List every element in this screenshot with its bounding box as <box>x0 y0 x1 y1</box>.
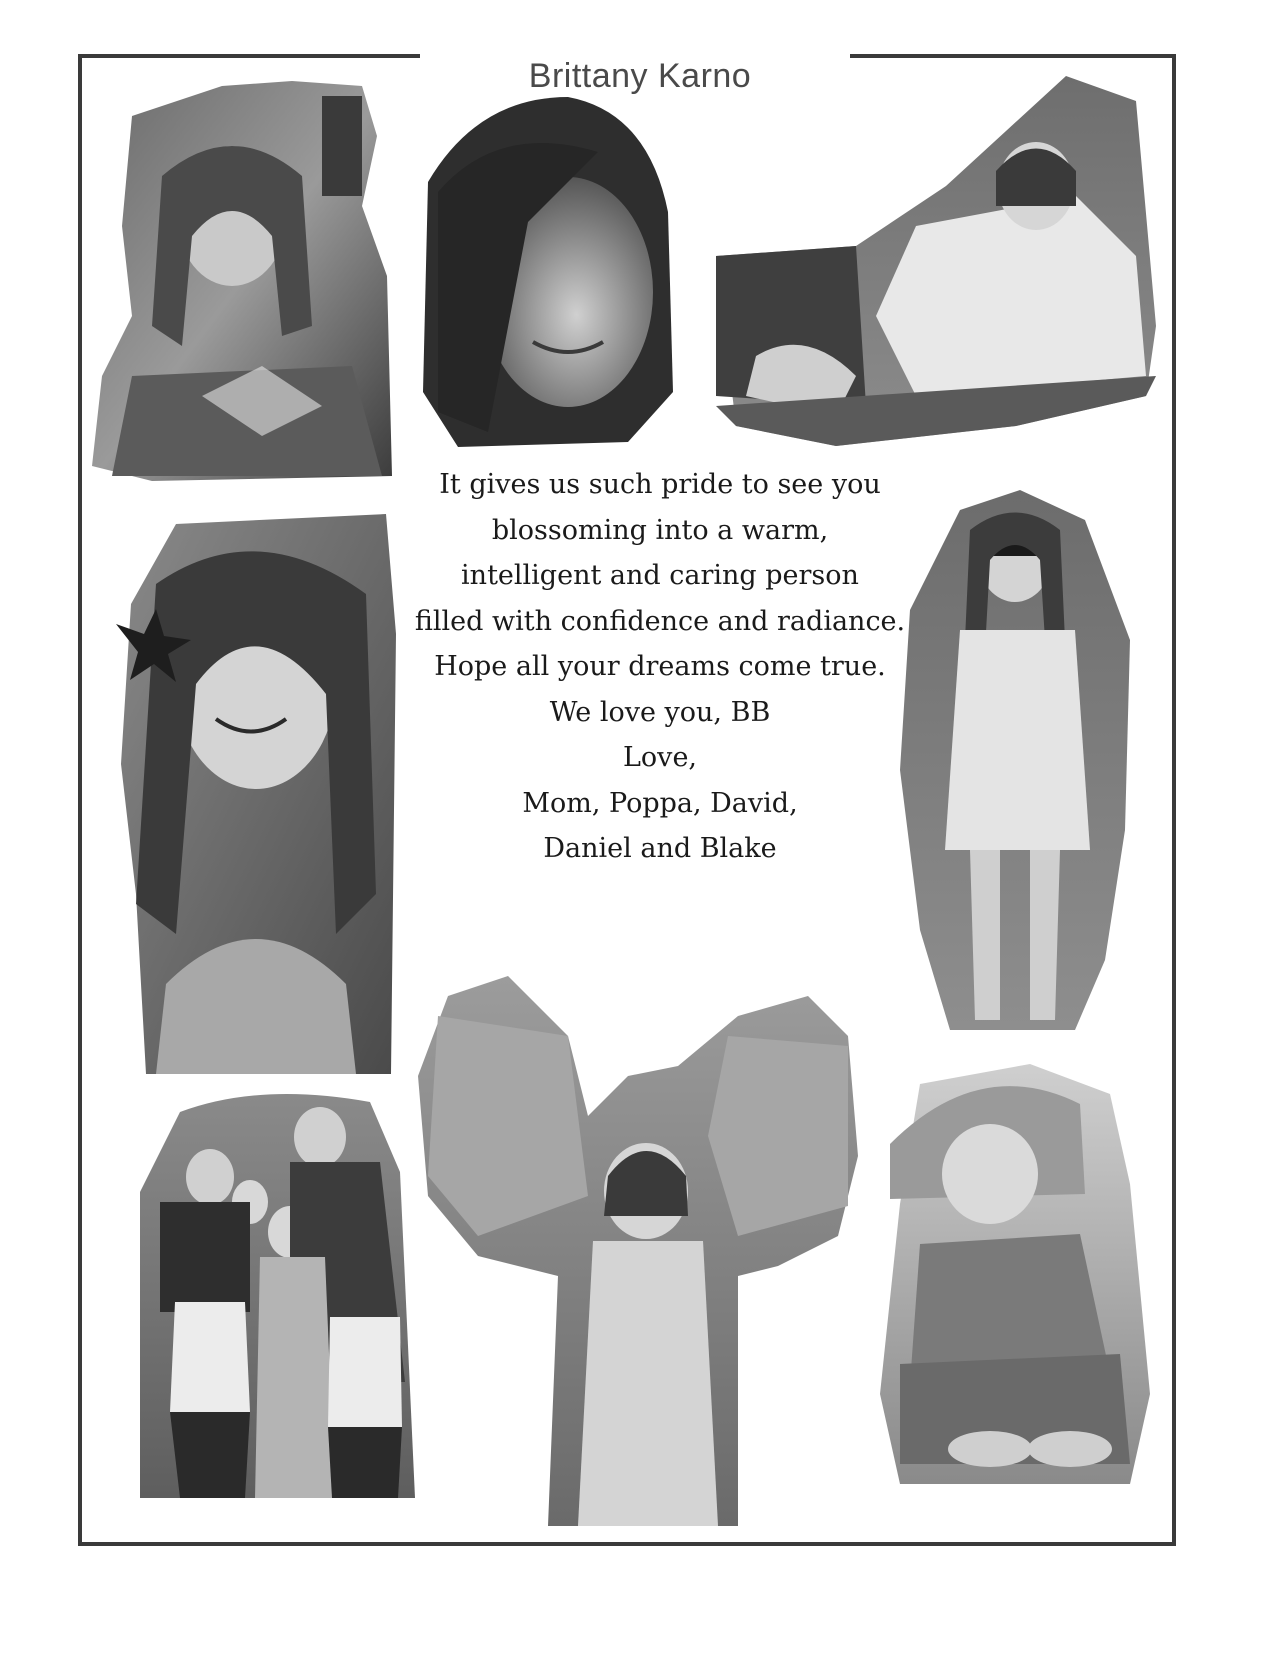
photo-toddler-hat <box>880 1064 1150 1484</box>
photo-cheerleader <box>92 76 392 486</box>
frame-left <box>78 54 82 1546</box>
photo-child-sitting <box>716 76 1166 446</box>
message-line: Daniel and Blake <box>543 833 777 864</box>
message-text <box>410 462 910 872</box>
message-line: Love, <box>623 742 697 773</box>
message-line: It gives us such pride to see you <box>439 469 881 500</box>
photo-sunglasses <box>900 490 1130 1030</box>
photo-family <box>140 1082 415 1498</box>
message-line: Mom, Poppa, David, <box>522 787 798 819</box>
photo-portrait-star <box>106 514 396 1074</box>
message-line: blossoming into a warm, <box>491 514 829 546</box>
frame-right <box>1172 54 1176 1546</box>
message-line: intelligent and caring person <box>461 560 859 591</box>
photo-portrait-smile <box>418 92 678 452</box>
frame-top-left <box>78 54 420 58</box>
message-line: Hope all your dreams come true. <box>434 651 886 682</box>
frame-bottom <box>78 1542 1176 1546</box>
message-line: We love you, BB <box>549 696 771 728</box>
frame-top-right <box>850 54 1176 58</box>
page-title: Brittany Karno <box>528 57 752 95</box>
photo-pompoms <box>418 976 878 1526</box>
message-line: filled with confidence and radiance. <box>414 605 906 637</box>
